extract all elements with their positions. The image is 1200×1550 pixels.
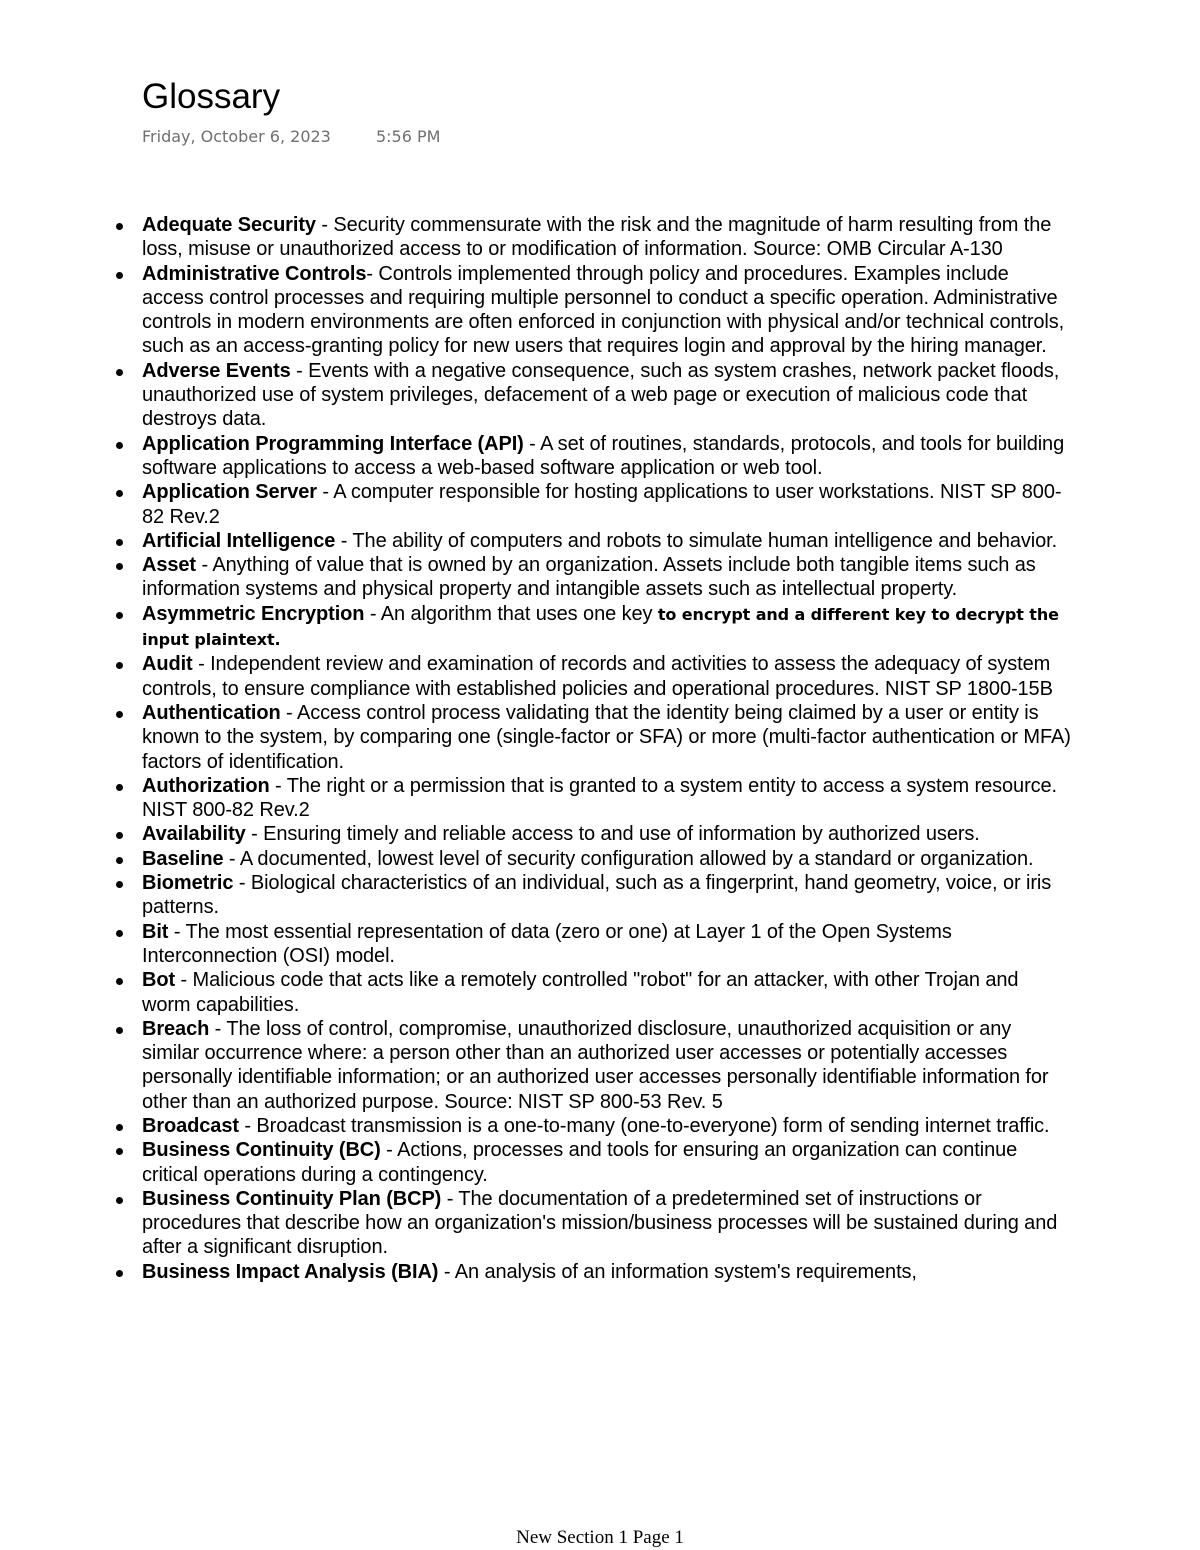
- glossary-entry-business-continuity-plan: [142, 1187, 1072, 1260]
- glossary-entry-authentication: [142, 701, 1072, 774]
- glossary-entry-breach: [142, 1017, 1072, 1114]
- glossary-definition: - Ensuring timely and reliable access to and use of information by authorized users.: [245, 823, 980, 846]
- glossary-definition: - The loss of control, compromise, unauthorized disclosure, unauthorized acquisition or any similar occurrence where: a person other than an authorized user accesses or potentially accesses personally identifiable information; or an authorized user accesses personally identifiable information for other than an authorized purpose. Source: NIST SP 800-53 Rev. 5: [142, 1017, 1049, 1113]
- glossary-entry-api: [142, 432, 1072, 481]
- glossary-term: Baseline: [142, 847, 224, 870]
- glossary-definition: - Events with a negative consequence, such as system crashes, network packet floods, unauthorized use of system privileges, defacement of a web page or execution of malicious code that destroys data.: [142, 359, 1060, 431]
- glossary-definition: - Access control process validating that the identity being claimed by a user or entity is known to the system, by comparing one (single-factor or SFA) or more (multi-factor authentication or MFA) factors of identification.: [142, 701, 1071, 773]
- glossary-definition: - The right or a permission that is granted to a system entity to access a system resource. NIST 800-82 Rev.2: [142, 774, 1058, 822]
- glossary-definition: - A documented, lowest level of security configuration allowed by a standard or organization.: [223, 847, 1034, 870]
- glossary-term: Application Server: [142, 481, 317, 504]
- glossary-entry-audit: [142, 652, 1072, 701]
- page-time: 5:56 PM: [375, 127, 441, 146]
- glossary-definition: - The ability of computers and robots to simulate human intelligence and behavior.: [335, 529, 1058, 552]
- glossary-term: Authorization: [142, 774, 270, 797]
- glossary-definition: - A computer responsible for hosting applications to user workstations. NIST SP 800-82 Rev.2: [142, 481, 1062, 528]
- glossary-definition: - A set of routines, standards, protocols, and tools for building software applications to access a web-based software application or web tool.: [142, 432, 1065, 479]
- glossary-entry-artificial-intelligence: [142, 529, 1072, 553]
- glossary-entry-business-continuity: [142, 1138, 1072, 1187]
- glossary-entry-asset: [142, 553, 1072, 602]
- glossary-term: Bot: [142, 969, 176, 992]
- glossary-term: Administrative Controls: [142, 262, 367, 285]
- glossary-definition: - The documentation of a predetermined set of instructions or procedures that describe how an organization's mission/business processes will be sustained during and after a significant disruption.: [142, 1187, 1058, 1259]
- glossary-term: Business Continuity (BC): [142, 1139, 381, 1162]
- glossary-entry-availability: [142, 822, 1072, 846]
- glossary-term: Application Programming Interface (API): [142, 432, 524, 455]
- glossary-term: Audit: [142, 653, 193, 676]
- glossary-definition: - Malicious code that acts like a remotely controlled "robot" for an attacker, with other Trojan and worm capabilities.: [142, 969, 1019, 1016]
- glossary-entry-bot: [142, 968, 1072, 1017]
- page-title: Glossary: [142, 77, 281, 116]
- glossary-definition: - An algorithm that uses one key: [364, 602, 658, 625]
- glossary-entry-adequate-security: [142, 213, 1072, 262]
- glossary-term: Broadcast: [142, 1114, 239, 1137]
- glossary-term: Business Impact Analysis (BIA): [142, 1260, 439, 1283]
- glossary-entry-broadcast: [142, 1114, 1072, 1138]
- glossary-entry-authorization: [142, 774, 1072, 823]
- glossary-term: Bit: [142, 920, 169, 943]
- glossary-definition: - Anything of value that is owned by an organization. Assets include both tangible items such as information systems and physical property and intangible assets such as intellectual property.: [142, 554, 1036, 601]
- glossary-entry-bit: [142, 920, 1072, 969]
- glossary-list: [142, 213, 1072, 1284]
- glossary-term: Adverse Events: [142, 359, 291, 382]
- glossary-definition: - Controls implemented through policy and procedures. Examples include access control processes and requiring multiple personnel to conduct a specific operation. Administrative controls in modern environments are often enforced in conjunction with physical and/or technical controls, such as an access-granting policy for new users that requires login and approval by the hiring manager.: [142, 262, 1065, 358]
- glossary-term: Breach: [142, 1017, 210, 1040]
- glossary-term: Adequate Security: [142, 214, 316, 236]
- glossary-term: Artificial Intelligence: [142, 529, 336, 552]
- glossary-entry-adverse-events: [142, 359, 1072, 432]
- glossary-definition: - Security commensurate with the risk and the magnitude of harm resulting from the loss, misuse or unauthorized access to or modification of information. Source: OMB Circular A-130: [142, 214, 1052, 261]
- page-footer: New Section 1 Page 1: [516, 1527, 684, 1548]
- glossary-term: Asset: [142, 554, 196, 577]
- glossary-term: Asymmetric Encryption: [142, 602, 365, 625]
- glossary-entry-administrative-controls: [142, 262, 1072, 359]
- glossary-term: Biometric: [142, 872, 234, 895]
- page-date: Friday, October 6, 2023: [142, 127, 331, 146]
- glossary-entry-business-impact-analysis: [142, 1260, 1072, 1284]
- glossary-definition: - Biological characteristics of an individual, such as a fingerprint, hand geometry, voice, or iris patterns.: [142, 872, 1052, 919]
- page-timestamp: [142, 126, 440, 148]
- glossary-term: Availability: [142, 823, 246, 846]
- glossary-definition: - The most essential representation of data (zero or one) at Layer 1 of the Open Systems Interconnection (OSI) model.: [142, 920, 952, 967]
- glossary-entry-asymmetric-encryption: [142, 602, 1072, 653]
- glossary-definition: - An analysis of an information system's requirements,: [438, 1260, 917, 1283]
- glossary-definition: - Actions, processes and tools for ensuring an organization can continue critical operations during a contingency.: [142, 1139, 1018, 1186]
- glossary-term: Business Continuity Plan (BCP): [142, 1187, 442, 1210]
- glossary-definition: - Broadcast transmission is a one-to-many (one-to-everyone) form of sending internet traffic.: [238, 1114, 1050, 1137]
- glossary-term: Authentication: [142, 701, 281, 724]
- glossary-entry-biometric: [142, 871, 1072, 920]
- glossary-entry-baseline: [142, 847, 1072, 871]
- glossary-definition-continued: to encrypt and a different key to decrypt the input plaintext.: [142, 604, 1059, 650]
- glossary-definition: - Independent review and examination of records and activities to assess the adequacy of system controls, to ensure compliance with established policies and operational procedures. NIST SP 1800-15B: [142, 653, 1053, 700]
- glossary-entry-application-server: [142, 480, 1072, 529]
